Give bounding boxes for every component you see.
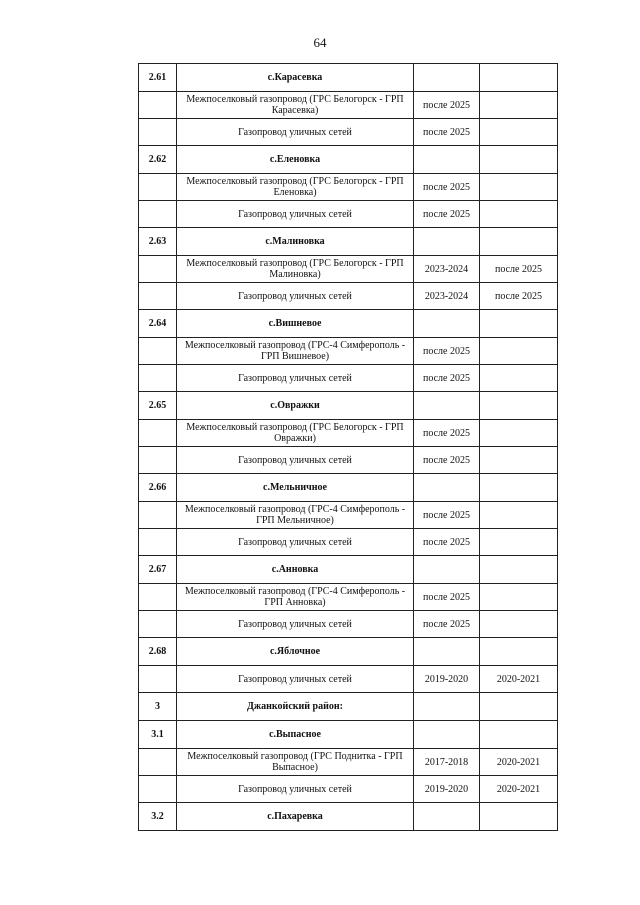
period-1-cell bbox=[414, 721, 480, 749]
section-number: 2.66 bbox=[139, 474, 177, 502]
period-2-value bbox=[480, 92, 558, 119]
section-number: 2.63 bbox=[139, 228, 177, 256]
period-1-cell bbox=[414, 556, 480, 584]
period-2-cell bbox=[480, 392, 558, 420]
row-number-cell bbox=[139, 92, 177, 119]
period-1-value: после 2025 bbox=[414, 365, 480, 392]
section-title: с.Малиновка bbox=[177, 228, 414, 256]
table-row bbox=[139, 119, 558, 146]
section-header-row bbox=[139, 721, 558, 749]
period-1-value: после 2025 bbox=[414, 420, 480, 447]
period-1-value: после 2025 bbox=[414, 611, 480, 638]
period-1-cell bbox=[414, 64, 480, 92]
section-number: 2.64 bbox=[139, 310, 177, 338]
period-2-value bbox=[480, 611, 558, 638]
table-row bbox=[139, 420, 558, 447]
period-2-value bbox=[480, 584, 558, 611]
table-row bbox=[139, 201, 558, 228]
period-1-value: после 2025 bbox=[414, 201, 480, 228]
row-number-cell bbox=[139, 447, 177, 474]
period-2-cell bbox=[480, 146, 558, 174]
section-title: с.Овражки bbox=[177, 392, 414, 420]
period-2-value bbox=[480, 420, 558, 447]
table-row bbox=[139, 611, 558, 638]
object-name: Межпоселковый газопровод (ГРС-4 Симферополь - ГРП Мельничное) bbox=[177, 502, 414, 529]
section-header-row bbox=[139, 146, 558, 174]
section-title: Джанкойский район: bbox=[177, 693, 414, 721]
object-name: Межпоселковый газопровод (ГРС-4 Симферополь - ГРП Анновка) bbox=[177, 584, 414, 611]
period-1-cell bbox=[414, 392, 480, 420]
row-number-cell bbox=[139, 283, 177, 310]
period-2-value: 2020-2021 bbox=[480, 749, 558, 776]
period-1-cell bbox=[414, 693, 480, 721]
object-name: Межпоселковый газопровод (ГРС Белогорск - ГРП Малиновка) bbox=[177, 256, 414, 283]
page-number: 64 bbox=[313, 35, 327, 50]
section-header-row bbox=[139, 803, 558, 831]
object-name: Межпоселковый газопровод (ГРС Белогорск - ГРП Карасевка) bbox=[177, 92, 414, 119]
period-2-cell bbox=[480, 693, 558, 721]
table-row bbox=[139, 256, 558, 283]
object-name: Межпоселковый газопровод (ГРС Белогорск - ГРП Еленовка) bbox=[177, 174, 414, 201]
period-1-cell bbox=[414, 803, 480, 831]
period-1-value: после 2025 bbox=[414, 529, 480, 556]
section-number: 2.68 bbox=[139, 638, 177, 666]
object-name: Газопровод уличных сетей bbox=[177, 447, 414, 474]
period-2-cell bbox=[480, 474, 558, 502]
period-1-cell bbox=[414, 228, 480, 256]
section-title: с.Яблочное bbox=[177, 638, 414, 666]
row-number-cell bbox=[139, 611, 177, 638]
section-number: 3.2 bbox=[139, 803, 177, 831]
section-number: 3 bbox=[139, 693, 177, 721]
period-1-cell bbox=[414, 638, 480, 666]
period-1-value: 2023-2024 bbox=[414, 256, 480, 283]
section-title: с.Мельничное bbox=[177, 474, 414, 502]
row-number-cell bbox=[139, 201, 177, 228]
period-2-value bbox=[480, 201, 558, 228]
period-2-value: 2020-2021 bbox=[480, 776, 558, 803]
period-1-value: после 2025 bbox=[414, 338, 480, 365]
object-name: Газопровод уличных сетей bbox=[177, 529, 414, 556]
table-row bbox=[139, 174, 558, 201]
period-2-cell bbox=[480, 310, 558, 338]
period-1-value: после 2025 bbox=[414, 502, 480, 529]
row-number-cell bbox=[139, 174, 177, 201]
period-2-cell bbox=[480, 721, 558, 749]
period-1-cell bbox=[414, 474, 480, 502]
period-2-value bbox=[480, 447, 558, 474]
section-header-row bbox=[139, 392, 558, 420]
period-2-value: после 2025 bbox=[480, 283, 558, 310]
section-header-row bbox=[139, 638, 558, 666]
period-2-value bbox=[480, 338, 558, 365]
section-title: с.Карасевка bbox=[177, 64, 414, 92]
table-row bbox=[139, 338, 558, 365]
period-1-value: после 2025 bbox=[414, 92, 480, 119]
period-1-value: 2019-2020 bbox=[414, 666, 480, 693]
section-header-row bbox=[139, 64, 558, 92]
section-number: 2.62 bbox=[139, 146, 177, 174]
row-number-cell bbox=[139, 584, 177, 611]
object-name: Межпоселковый газопровод (ГРС Белогорск - ГРП Овражки) bbox=[177, 420, 414, 447]
period-2-value bbox=[480, 174, 558, 201]
table-row bbox=[139, 749, 558, 776]
row-number-cell bbox=[139, 666, 177, 693]
object-name: Газопровод уличных сетей bbox=[177, 119, 414, 146]
object-name: Газопровод уличных сетей bbox=[177, 201, 414, 228]
section-title: с.Еленовка bbox=[177, 146, 414, 174]
period-1-cell bbox=[414, 146, 480, 174]
row-number-cell bbox=[139, 256, 177, 283]
section-header-row bbox=[139, 693, 558, 721]
table-row bbox=[139, 92, 558, 119]
object-name: Межпоселковый газопровод (ГРС Поднитка - ГРП Выпасное) bbox=[177, 749, 414, 776]
object-name: Газопровод уличных сетей bbox=[177, 365, 414, 392]
period-2-cell bbox=[480, 64, 558, 92]
section-header-row bbox=[139, 310, 558, 338]
object-name: Газопровод уличных сетей bbox=[177, 283, 414, 310]
table-row bbox=[139, 365, 558, 392]
period-1-value: 2019-2020 bbox=[414, 776, 480, 803]
period-1-value: после 2025 bbox=[414, 174, 480, 201]
table-row bbox=[139, 447, 558, 474]
period-2-value: после 2025 bbox=[480, 256, 558, 283]
section-title: с.Пахаревка bbox=[177, 803, 414, 831]
table-row bbox=[139, 776, 558, 803]
section-header-row bbox=[139, 556, 558, 584]
table-row bbox=[139, 529, 558, 556]
row-number-cell bbox=[139, 529, 177, 556]
section-header-row bbox=[139, 228, 558, 256]
period-2-cell bbox=[480, 803, 558, 831]
row-number-cell bbox=[139, 749, 177, 776]
row-number-cell bbox=[139, 365, 177, 392]
period-1-value: 2023-2024 bbox=[414, 283, 480, 310]
period-2-cell bbox=[480, 228, 558, 256]
object-name: Межпоселковый газопровод (ГРС-4 Симферополь - ГРП Вишневое) bbox=[177, 338, 414, 365]
period-1-value: 2017-2018 bbox=[414, 749, 480, 776]
period-2-value bbox=[480, 529, 558, 556]
table-row bbox=[139, 502, 558, 529]
section-header-row bbox=[139, 474, 558, 502]
period-2-value bbox=[480, 365, 558, 392]
period-1-value: после 2025 bbox=[414, 119, 480, 146]
period-2-value bbox=[480, 119, 558, 146]
row-number-cell bbox=[139, 338, 177, 365]
section-number: 2.61 bbox=[139, 64, 177, 92]
row-number-cell bbox=[139, 119, 177, 146]
section-number: 2.65 bbox=[139, 392, 177, 420]
section-title: с.Вишневое bbox=[177, 310, 414, 338]
row-number-cell bbox=[139, 776, 177, 803]
object-name: Газопровод уличных сетей bbox=[177, 611, 414, 638]
table-row bbox=[139, 283, 558, 310]
period-1-cell bbox=[414, 310, 480, 338]
object-name: Газопровод уличных сетей bbox=[177, 776, 414, 803]
section-number: 2.67 bbox=[139, 556, 177, 584]
table-row bbox=[139, 666, 558, 693]
object-name: Газопровод уличных сетей bbox=[177, 666, 414, 693]
section-title: с.Анновка bbox=[177, 556, 414, 584]
section-title: с.Выпасное bbox=[177, 721, 414, 749]
table-row bbox=[139, 584, 558, 611]
row-number-cell bbox=[139, 502, 177, 529]
period-2-value: 2020-2021 bbox=[480, 666, 558, 693]
section-number: 3.1 bbox=[139, 721, 177, 749]
gas-pipeline-schedule-table bbox=[138, 63, 558, 831]
row-number-cell bbox=[139, 420, 177, 447]
period-1-value: после 2025 bbox=[414, 584, 480, 611]
period-1-value: после 2025 bbox=[414, 447, 480, 474]
period-2-value bbox=[480, 502, 558, 529]
period-2-cell bbox=[480, 638, 558, 666]
period-2-cell bbox=[480, 556, 558, 584]
